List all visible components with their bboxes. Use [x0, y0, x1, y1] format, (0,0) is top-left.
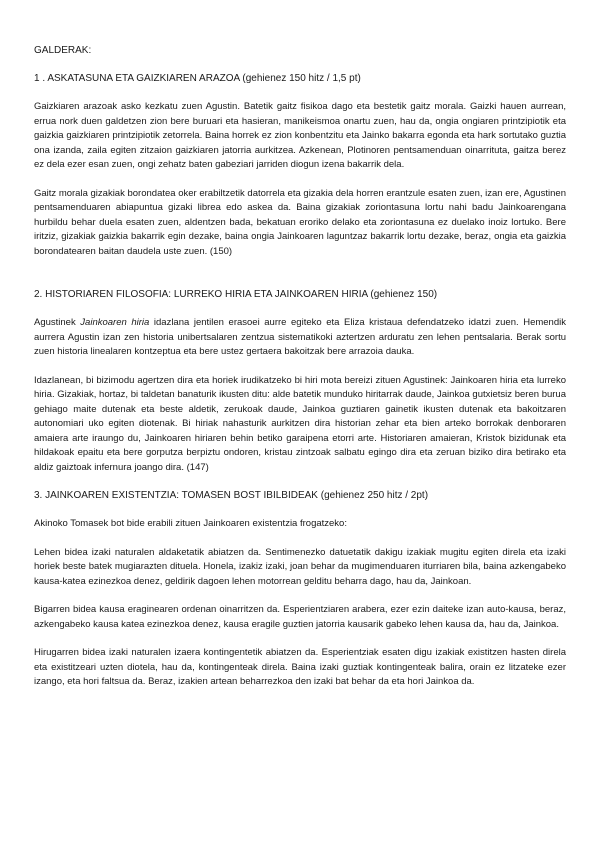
question-1-paragraph-2: Gaitz morala gizakiak borondatea oker erabiltzetik datorrela eta gizakia dela horren erantzule esaten zuen, izan ere, Agustinen pentsamenduaren abiapuntua gizaki librea edo askea da. Baina gizakiak zoriontasuna lortu nahi badu Jainkoarengana hurbildu behar duela esaten zuen, aldentzen bada, bekatuan eroriko delako eta zoriontasuna ez duelako inoiz lortuko. Bere iritziz, gizakiak gaizkia bakarrik egin dezake, baina ongia Jainkoaren laguntzaz bakarrik lortu dezake, beraz, ongia eta gaizkia borondatearen baitan daudela uste zuen. (150) — [34, 187, 566, 257]
question-3-paragraph-3: Bigarren bidea kausa eraginearen ordenan oinarritzen da. Esperientziaren arabera, ezer ezin daiteke izan auto-kausa, beraz, azkengabeko kausa katea ezinezkoa denez, kausa eragile guztien jatorria kausarik gabeko lehen kausa da, hau da, Jainkoa. — [34, 604, 566, 630]
question-2-paragraph-2: Idazlanean, bi bizimodu agertzen dira eta horiek irudikatzeko bi hiri mota bereizi zituen Agustinek: Jainkoaren hiria eta lurreko hiria. Gizakiak, hortaz, bi taldetan banaturik ikusten ditu: alde batetik munduko hiritarrak daude, Jainkoa gutxietsiz beren burua gehiago maite dutenak eta beste aldetik, zerukoak daude, Jainkoa guztiaren gainetik ikusten dutenak eta bakoitzaren autonomiari uko egiten diotenak. Bi hiriak nahasturik aurkitzen dira historian zehar eta bien arteko borrokak denboraren amaiera arte iraungo du, Jainkoaren hiriaren behin betiko garaipena etorri arte. Historiaren amaieran, Kristok bizidunak eta hildakoak epaitu eta bere gorputza berpiztu ondoren, kristau zintzoak salbatu egingo dira eta zeruan biziko dira betirako eta aldiz gaiztoak infernura joango dira. (147) — [34, 374, 566, 473]
question-2-section — [34, 288, 566, 475]
question-2-heading: 2. HISTORIAREN FILOSOFIA: LURREKO HIRIA ETA JAINKOAREN HIRIA (gehienez 150) — [34, 289, 438, 300]
question-3-paragraph-4: Hirugarren bidea izaki naturalen izaera kontingentetik abiatzen da. Esperientziak esaten digu izakiak existitzen hasten direla eta existitzeari uzten diotela, hau da, kontingenteak direla. Baina izaki guztiak kontingenteak balira, orain ez litzateke ezer izango, eta hori faltsua da. Beraz, izakien artean beharrezkoa den izaki bat behar da eta hori Jainkoa da. — [34, 647, 566, 687]
question-2-paragraph-1-lead: Agustinek — [34, 317, 81, 328]
question-1-paragraph-1: Gaizkiaren arazoak asko kezkatu zuen Agustin. Batetik gaitz fisikoa dago eta bestetik gaitz morala. Gaizki hauen aurrean, errua nork duen galdetzen zion bere buruari eta hasieran, manikeismoa onartu zuen, hau da, ongia ongiaren printzipiotik eta gaizkia gaizkiaren printzipiotik zetorrela. Baina horrek ez zion konbentzitu eta Jainko bakarra egonda eta hark sortutako guztia ona izanda, zaila egiten zitzaion gaizkiaren jatorria aurkitzea. Azkenean, Plotinoren pentsamenduan oinarrituta, gaitza berez ez dela ezer esan zuen, ongi zehatz baten gabeziari jarriden diogun izena bakarrik dela. — [34, 101, 566, 170]
document-title: GALDERAK: — [34, 45, 92, 56]
question-3-paragraph-1: Akinoko Tomasek bot bide erabili zituen Jainkoaren existentzia frogatzeko: — [34, 518, 347, 529]
document-page — [34, 44, 566, 704]
book-title-jainkoaren-hiria: Jainkoaren hiria — [80, 317, 150, 328]
question-2-paragraph-1-rest: idazlana jentilen erasoei aurre egiteko eta Eliza kristaua defendatzeko idatzi zuen. Hemendik aurrera Agustin izan zen historia unibertsalaren zentzua sistematikoki aztertzen arduratu zen lehen pentsalaria. Berak sortu zuen historia linealaren kontzeptua eta bere ustez gertaera bakoitzak bere arrazoia dauka. — [34, 317, 566, 357]
question-1-section — [34, 72, 566, 259]
question-3-paragraph-2: Lehen bidea izaki naturalen aldaketatik abiatzen da. Sentimenezko datuetatik dakigu izakiak mugitu egiten direla eta izaki horiek beste batek mugiarazten dituela. Honela, izakiz izaki, joan behar da mugimenduaren iturriaren bila, baina azkengabeko kausa-katea ezinezkoa denez, geldirik dagoen lehen motorrean gelditu beharra dago, hau da, Jainkoan. — [34, 546, 566, 587]
question-1-heading: 1 . ASKATASUNA ETA GAIZKIAREN ARAZOA (gehienez 150 hitz / 1,5 pt) — [34, 73, 361, 84]
question-2-paragraph-1 — [34, 316, 566, 360]
question-3-section — [34, 489, 566, 690]
question-3-heading: 3. JAINKOAREN EXISTENTZIA: TOMASEN BOST IBILBIDEAK (gehienez 250 hitz / 2pt) — [34, 490, 429, 501]
